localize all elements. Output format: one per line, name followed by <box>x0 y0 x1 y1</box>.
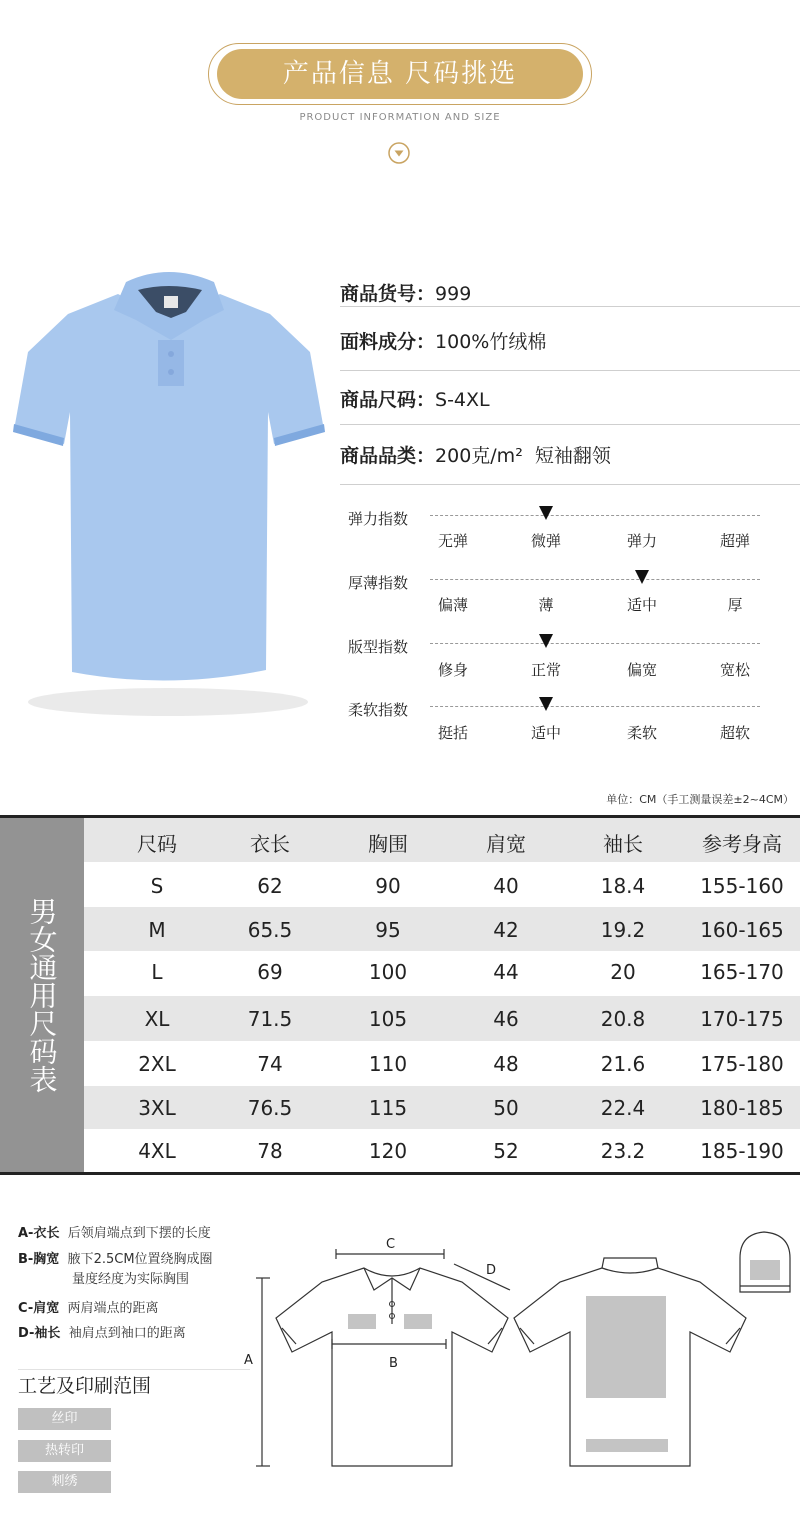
measurement-diagram <box>240 1228 800 1474</box>
scale-option: 厚 <box>727 596 743 614</box>
spec-item-number <box>340 268 800 320</box>
craft-embroidery: 刺绣 <box>18 1471 111 1493</box>
table-row <box>84 862 800 907</box>
table-row <box>84 1086 800 1129</box>
col-header: 肩宽 <box>486 832 526 856</box>
table-cell: 120 <box>368 1139 408 1163</box>
table-cell: 23.2 <box>600 1139 646 1163</box>
craft-title: 工艺及印刷范围 <box>18 1375 152 1397</box>
scale-option: 微弹 <box>530 532 561 550</box>
scale-track <box>430 706 760 707</box>
measure-def-shoulder <box>18 1299 159 1319</box>
scale-option: 挺括 <box>437 724 468 742</box>
dim-label-b: B <box>389 1356 398 1371</box>
table-row <box>84 951 800 996</box>
table-cell: 19.2 <box>600 918 646 942</box>
table-cell: 52 <box>493 1139 519 1163</box>
scale-option: 适中 <box>626 596 657 614</box>
table-cell: 110 <box>368 1052 408 1076</box>
table-side-label: 男女通用尺码表 <box>25 897 59 1093</box>
spec-category <box>340 430 800 482</box>
table-cell: 3XL <box>138 1096 176 1120</box>
table-cell: 71.5 <box>247 1007 293 1031</box>
dim-label-d: D <box>486 1263 497 1278</box>
table-cell: 95 <box>375 918 401 942</box>
table-bottom-border <box>0 1172 800 1175</box>
table-cell: 76.5 <box>247 1096 293 1120</box>
table-cell: 90 <box>375 874 401 898</box>
measure-text: 量度经度为实际胸围 <box>72 1272 190 1287</box>
table-cell: 180-185 <box>700 1096 784 1120</box>
table-cell: 155-160 <box>700 874 784 898</box>
scale-option: 修身 <box>437 661 468 679</box>
table-cell: XL <box>144 1007 170 1031</box>
spec-key: 商品品类： <box>340 445 436 467</box>
measure-text: 两肩端点的距离 <box>67 1301 159 1316</box>
measure-def-length <box>18 1224 211 1244</box>
table-cell: 22.4 <box>600 1096 646 1120</box>
scale-option: 偏薄 <box>437 596 468 614</box>
spec-value: 999 <box>435 283 472 305</box>
dim-label-c: C <box>386 1237 396 1252</box>
table-header-row <box>84 818 800 862</box>
scale-option: 超弹 <box>719 532 750 550</box>
table-cell: 160-165 <box>700 918 784 942</box>
table-cell: 21.6 <box>600 1052 646 1076</box>
chevron-down-icon <box>388 142 410 164</box>
scale-option: 适中 <box>530 724 561 742</box>
table-cell: 62 <box>257 874 283 898</box>
section-title: 产品信息 尺码挑选 <box>217 49 583 99</box>
scale-label-thickness: 厚薄指数 <box>348 574 409 592</box>
col-header: 袖长 <box>603 832 643 856</box>
divider <box>340 484 800 485</box>
table-cell: 105 <box>368 1007 408 1031</box>
table-cell: 115 <box>368 1096 408 1120</box>
table-cell: L <box>151 960 163 984</box>
col-header: 尺码 <box>137 832 177 856</box>
table-cell: 20.8 <box>600 1007 646 1031</box>
divider <box>18 1369 250 1370</box>
measure-key: C-肩宽 <box>18 1301 60 1316</box>
scale-track <box>430 643 760 644</box>
spec-value: S-4XL <box>435 389 490 411</box>
table-cell: 170-175 <box>700 1007 784 1031</box>
table-cell: 20 <box>610 960 636 984</box>
measure-key: A-衣长 <box>18 1226 60 1241</box>
table-cell: 48 <box>493 1052 519 1076</box>
table-row <box>84 1041 800 1086</box>
table-cell: 46 <box>493 1007 519 1031</box>
measure-text: 腋下2.5CM位置绕胸成圈 <box>67 1252 213 1267</box>
spec-size <box>340 374 800 426</box>
table-cell: 4XL <box>138 1139 176 1163</box>
spec-fabric <box>340 316 800 368</box>
table-cell: 165-170 <box>700 960 784 984</box>
col-header: 参考身高 <box>702 832 782 856</box>
scale-marker <box>539 697 553 711</box>
scale-label-fit: 版型指数 <box>348 638 409 656</box>
table-cell: 69 <box>257 960 283 984</box>
col-header: 衣长 <box>250 832 290 856</box>
scale-option: 弹力 <box>626 532 657 550</box>
measure-text: 袖肩点到袖口的距离 <box>68 1326 186 1341</box>
spec-key: 商品货号： <box>340 283 436 305</box>
table-cell: 44 <box>493 960 519 984</box>
divider <box>340 370 800 371</box>
unit-note: 单位：CM（手工测量误差±2~4CM） <box>606 793 794 806</box>
scale-option: 超软 <box>719 724 750 742</box>
scale-option: 无弹 <box>437 532 468 550</box>
spec-value: 100%竹绒棉 <box>435 331 547 353</box>
scale-marker <box>539 634 553 648</box>
table-cell: M <box>148 918 166 942</box>
table-cell: 175-180 <box>700 1052 784 1076</box>
measure-text: 后领肩端点到下摆的长度 <box>67 1226 211 1241</box>
craft-screen-print: 丝印 <box>18 1408 111 1430</box>
table-cell: 2XL <box>138 1052 176 1076</box>
polo-shirt-image <box>8 262 333 732</box>
spec-value: 200克/m² 短袖翻领 <box>435 445 611 467</box>
measure-key: B-胸宽 <box>18 1252 60 1267</box>
craft-heat-transfer: 热转印 <box>18 1440 111 1462</box>
scale-option: 偏宽 <box>626 661 657 679</box>
measure-def-sleeve <box>18 1324 186 1344</box>
section-subtitle: PRODUCT INFORMATION AND SIZE <box>299 112 501 123</box>
table-cell: S <box>150 874 164 898</box>
scale-label-elasticity: 弹力指数 <box>348 510 409 528</box>
scale-option: 宽松 <box>719 661 750 679</box>
table-cell: 100 <box>368 960 408 984</box>
measure-key: D-袖长 <box>18 1326 61 1341</box>
table-cell: 74 <box>257 1052 283 1076</box>
scale-label-softness: 柔软指数 <box>348 701 409 719</box>
table-cell: 185-190 <box>700 1139 784 1163</box>
table-cell: 18.4 <box>600 874 646 898</box>
scale-option: 柔软 <box>626 724 657 742</box>
table-row <box>84 996 800 1041</box>
table-cell: 65.5 <box>247 918 293 942</box>
measure-def-chest <box>18 1250 213 1290</box>
scale-marker <box>635 570 649 584</box>
spec-key: 面料成分： <box>340 331 436 353</box>
scale-track <box>430 515 760 516</box>
table-cell: 78 <box>257 1139 283 1163</box>
table-cell: 50 <box>493 1096 519 1120</box>
col-header: 胸围 <box>368 832 408 856</box>
table-cell: 42 <box>493 918 519 942</box>
table-cell: 40 <box>493 874 519 898</box>
scale-track <box>430 579 760 580</box>
spec-key: 商品尺码： <box>340 389 436 411</box>
table-row <box>84 1129 800 1172</box>
scale-option: 薄 <box>538 596 554 614</box>
table-row <box>84 907 800 951</box>
scale-marker <box>539 506 553 520</box>
dim-label-a: A <box>244 1353 253 1368</box>
scale-option: 正常 <box>530 661 561 679</box>
